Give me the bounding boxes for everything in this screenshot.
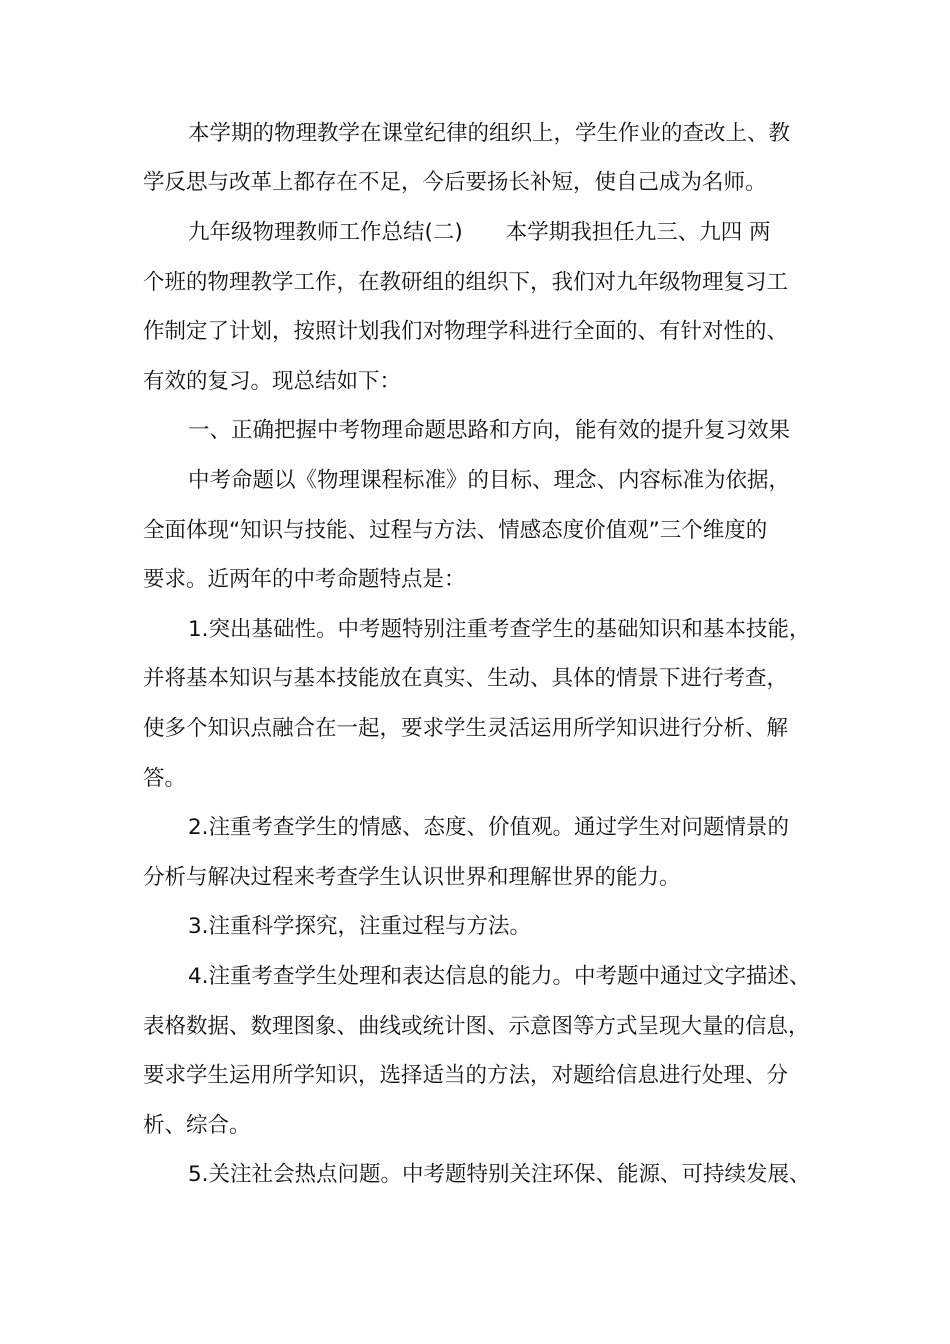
- text-line: 使多个知识点融合在一起，要求学生灵活运用所学知识进行分析、解: [143, 716, 789, 741]
- text-line: 答。: [143, 766, 187, 791]
- text-line: 个班的物理教学工作，在教研组的组织下，我们对九年级物理复习工: [143, 270, 789, 295]
- text-line: 4.注重考查学生处理和表达信息的能力。中考题中通过文字描述、: [188, 964, 811, 989]
- text-line: 中考命题以《物理课程标准》的目标、理念、内容标准为依据，: [188, 468, 791, 493]
- text-line: 一、正确把握中考物理命题思路和方向，能有效的提升复习效果: [188, 418, 791, 443]
- text-line: 要求学生运用所学知识，选择适当的方法，对题给信息进行处理、分: [143, 1063, 789, 1088]
- text-line: 并将基本知识与基本技能放在真实、生动、具体的情景下进行考查，: [143, 666, 789, 691]
- text-line: 本学期的物理教学在课堂纪律的组织上，学生作业的查改上、教: [188, 121, 791, 146]
- text-line: 5.关注社会热点问题。中考题特别关注环保、能源、可持续发展、: [188, 1162, 811, 1187]
- text-line: 1.突出基础性。中考题特别注重考查学生的基础知识和基本技能，: [188, 617, 811, 642]
- text-line: 有效的复习。现总结如下：: [143, 369, 402, 394]
- text-line: 2.注重考查学生的情感、态度、价值观。通过学生对问题情景的: [188, 815, 790, 840]
- text-line: 3.注重科学探究，注重过程与方法。: [188, 914, 532, 939]
- text-line: 九年级物理教师工作总结(二) 本学期我担任九三、九四 两: [188, 220, 771, 245]
- text-line: 表格数据、数理图象、曲线或统计图、示意图等方式呈现大量的信息，: [143, 1014, 810, 1039]
- text-line: 要求。近两年的中考命题特点是：: [143, 567, 466, 592]
- text-line: 学反思与改革上都存在不足，今后要扬长补短，使自己成为名师。: [143, 170, 767, 195]
- text-line: 析、综合。: [143, 1113, 251, 1138]
- text-line: 分析与解决过程来考查学生认识世界和理解世界的能力。: [143, 865, 681, 890]
- text-line: 作制定了计划，按照计划我们对物理学科进行全面的、有针对性的、: [143, 319, 789, 344]
- text-line: 全面体现“知识与技能、过程与方法、情感态度价值观”三个维度的: [143, 518, 768, 543]
